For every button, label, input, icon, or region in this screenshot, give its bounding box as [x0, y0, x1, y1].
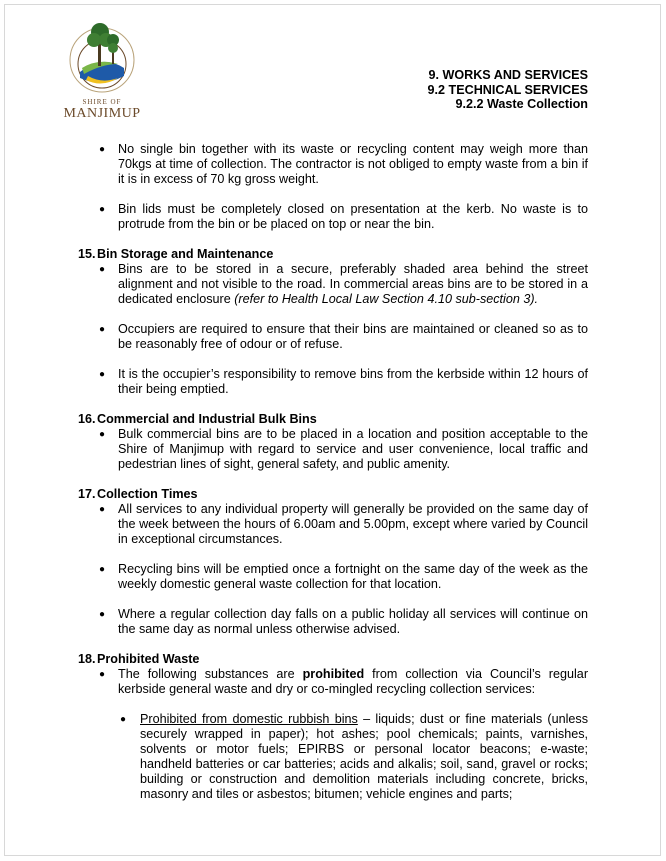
- section-header: [428, 68, 589, 112]
- section-number: 17.: [78, 487, 96, 501]
- shire-logo: [58, 18, 146, 122]
- bullet-icon: ●: [99, 609, 106, 620]
- section-title: Prohibited Waste: [97, 652, 200, 666]
- bullet-icon: ●: [99, 144, 106, 155]
- section-title: Commercial and Industrial Bulk Bins: [97, 412, 317, 426]
- section-number: 16.: [78, 412, 96, 426]
- section-number: 18.: [78, 652, 96, 666]
- list-item-text: Where a regular collection day falls on a public holiday all services will continue on the same day as normal unless otherwise advised.: [118, 607, 588, 636]
- bullet-icon: ●: [99, 429, 106, 440]
- bullet-icon: ●: [120, 714, 127, 725]
- section-title: Bin Storage and Maintenance: [97, 247, 274, 261]
- list-item-text: Bin lids must be completely closed on presentation at the kerb. No waste is to protrude from the bin or be placed on top or near the bin.: [118, 202, 588, 231]
- list-item: [78, 262, 588, 307]
- list-item-emphasis: prohibited: [302, 667, 365, 681]
- bullet-icon: ●: [99, 564, 106, 575]
- list-item-text: The following substances are: [118, 667, 303, 681]
- logo-name: MANJIMUP: [63, 106, 141, 121]
- list-item-text: Bulk commercial bins are to be placed in a location and position acceptable to the Shire of Manjimup with regard to service and user convenience, local traffic and pedestrian lines of sight, general safety, and public amenity.: [118, 427, 588, 471]
- bullet-icon: ●: [99, 369, 106, 380]
- bullet-icon: ●: [99, 204, 106, 215]
- section-heading-15: [78, 247, 588, 262]
- section-heading-17: [78, 487, 588, 502]
- sub-list-item-text: – liquids; dust or fine materials (unless securely wrapped in paper); hot ashes; pool chemicals; paints, varnishes, solvents or motor fuels; EPIRBS or personal locator beacons; e-waste; handheld batteries or car batteries; acids and alkalis; soil, sand, gravel or rocks; building or construction and demolition materials including concrete, bricks, masonry and tiles or asbestos; bitumen; vehicle engines and parts;: [140, 712, 588, 801]
- shire-emblem-icon: [58, 18, 146, 100]
- section-title: Collection Times: [97, 487, 198, 501]
- list-item-text: It is the occupier’s responsibility to remove bins from the kerbside within 12 hours of their being emptied.: [118, 367, 588, 396]
- section-number: 15.: [78, 247, 96, 261]
- logo-shire-of: SHIRE OF: [82, 98, 122, 106]
- list-item: [78, 202, 588, 232]
- list-item-text: No single bin together with its waste or recycling content may weigh more than 70kgs at time of collection. The contractor is not obliged to empty waste from a bin if it is in excess of 70 kg gross weight.: [118, 142, 588, 186]
- bullet-icon: ●: [99, 669, 106, 680]
- sub-list-item-heading: Prohibited from domestic rubbish bins: [140, 712, 358, 726]
- list-item-text: All services to any individual property will generally be provided on the same day of the week between the hours of 6.00am and 5.00pm, except where varied by Council in exceptional circumstances.: [118, 502, 588, 546]
- bullet-icon: ●: [99, 324, 106, 335]
- bullet-icon: ●: [99, 504, 106, 515]
- list-item-text: Recycling bins will be emptied once a fortnight on the same day of the week as the weekly domestic general waste collection for that location.: [118, 562, 588, 591]
- list-item: [78, 427, 588, 472]
- list-item: [78, 142, 588, 187]
- list-item: [78, 367, 588, 397]
- header-line-1: 9. WORKS AND SERVICES: [428, 68, 588, 82]
- section-heading-16: [78, 412, 588, 427]
- document-body: [78, 142, 588, 802]
- sub-list-item: [78, 712, 588, 802]
- list-item-text: Bins are to be stored in a secure, preferably shaded area behind the street alignment and not visible to the road. In commercial areas bins are to be stored in a dedicated enclosure: [118, 262, 588, 306]
- section-heading-18: [78, 652, 588, 667]
- list-item: [78, 562, 588, 592]
- header-line-2: 9.2 TECHNICAL SERVICES: [427, 82, 588, 97]
- header-line-3: 9.2.2 Waste Collection: [455, 97, 588, 111]
- list-item: [78, 607, 588, 637]
- list-item-text: from collection via Council’s regular kerbside general waste and dry or co-mingled recycling collection services:: [118, 667, 589, 696]
- list-item: [78, 667, 588, 697]
- list-item-reference: (refer to Health Local Law Section 4.10 sub-section 3).: [234, 292, 539, 306]
- list-item: [78, 502, 588, 547]
- bullet-icon: ●: [99, 264, 106, 275]
- list-item-text: Occupiers are required to ensure that their bins are maintained or cleaned so as to be reasonably free of odour or of refuse.: [118, 322, 588, 351]
- list-item: [78, 322, 588, 352]
